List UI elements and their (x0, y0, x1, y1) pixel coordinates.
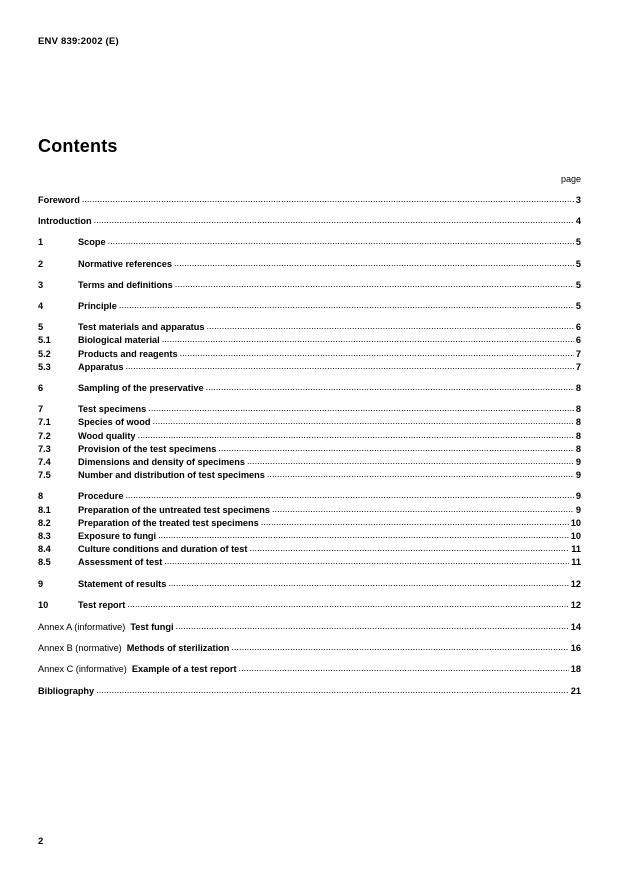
toc-leader-dots (148, 402, 574, 415)
toc-entry-label: Sampling of the preservative (78, 383, 204, 394)
toc-entry-page: 16 (570, 643, 581, 654)
toc-leader-dots (218, 442, 574, 455)
toc-entry-number: 2 (38, 258, 44, 269)
toc-entry-page: 11 (571, 544, 581, 555)
toc-entry-page: 6 (575, 335, 581, 346)
toc-entry-page: 18 (570, 664, 581, 675)
toc-entry[interactable] (38, 236, 581, 249)
toc-entry-label: Scope (78, 237, 106, 248)
toc-entry-page: 5 (575, 279, 581, 290)
toc-leader-dots (175, 278, 574, 291)
toc-entry-label: Example of a test report (131, 664, 237, 675)
toc-entry-label: Culture conditions and duration of test (78, 544, 248, 555)
toc-entry[interactable] (38, 642, 581, 655)
toc-entry-page: 5 (575, 237, 581, 248)
toc-entry-label: Provision of the test specimens (78, 443, 217, 454)
toc-entry[interactable] (38, 663, 581, 676)
toc-entry[interactable] (38, 215, 581, 228)
toc-entry-page: 11 (571, 557, 581, 568)
toc-entry-number: 8.5 (38, 557, 51, 568)
toc-leader-dots (138, 429, 574, 442)
page-title: Contents (38, 136, 118, 156)
toc-leader-dots (162, 333, 574, 346)
toc-entry-number: 5 (38, 322, 44, 333)
toc-leader-dots (158, 529, 569, 542)
toc-entry-number: 7.1 (38, 417, 51, 428)
toc-leader-dots (108, 235, 574, 248)
toc-leader-dots (94, 214, 574, 227)
toc-entry-label: Products and reagents (78, 348, 178, 359)
toc-entry-page: 8 (575, 417, 581, 428)
toc-entry-annex-prefix: Annex C (informative) (38, 664, 127, 675)
toc-entry-label: Test materials and apparatus (78, 322, 205, 333)
toc-entry-number: 8.3 (38, 531, 51, 542)
toc-entry-number: 10 (38, 599, 49, 610)
toc-entry-page: 9 (575, 504, 581, 515)
toc-entry-annex-prefix: Annex B (normative) (38, 643, 122, 654)
toc-leader-dots (164, 555, 569, 568)
toc-entry[interactable] (38, 685, 581, 698)
toc-entry-label: Test specimens (78, 404, 147, 415)
toc-entry[interactable] (38, 578, 581, 591)
toc-entry-label: Apparatus (78, 361, 124, 372)
toc-entry-number: 7 (38, 404, 44, 415)
toc-entry-annex-prefix: Annex A (informative) (38, 622, 126, 633)
toc-leader-dots (206, 381, 574, 394)
toc-entry-label: Exposure to fungi (78, 531, 157, 542)
toc-entry-number: 6 (38, 383, 44, 394)
toc-entry-number: 5.2 (38, 348, 51, 359)
toc-entry-page: 3 (575, 195, 581, 205)
toc-leader-dots (125, 360, 573, 373)
toc-entry[interactable] (38, 621, 581, 634)
toc-entry-number: 3 (38, 279, 44, 290)
toc-entry-page: 8 (575, 383, 581, 394)
toc-leader-dots (272, 503, 574, 516)
toc-entry-page: 5 (575, 258, 581, 269)
toc-entry[interactable] (38, 194, 581, 207)
toc-entry-number: 8.4 (38, 544, 51, 555)
toc-entry-page: 9 (575, 470, 581, 481)
toc-entry-page: 9 (575, 457, 581, 468)
toc-entry-page: 12 (570, 599, 581, 610)
toc-leader-dots (176, 620, 569, 633)
toc-entry[interactable] (38, 599, 581, 612)
toc-entry-number: 9 (38, 578, 44, 589)
toc-entry-label: Preparation of the untreated test specimens (78, 504, 270, 515)
toc-entry[interactable] (38, 556, 581, 569)
toc-entry-number: 7.3 (38, 443, 51, 454)
toc-entry-page: 5 (575, 301, 581, 312)
toc-entry-number: 7.4 (38, 457, 51, 468)
toc-entry[interactable] (38, 469, 581, 482)
toc-entry-page: 7 (575, 361, 581, 372)
toc-entry-number: 8 (38, 491, 44, 502)
toc-entry-label: Wood quality (78, 430, 136, 441)
toc-entry-label: Species of wood (78, 417, 151, 428)
toc-leader-dots (206, 320, 573, 333)
toc-entry-page: 12 (570, 578, 581, 589)
toc-entry-page: 8 (575, 404, 581, 415)
toc-entry-number: 7.5 (38, 470, 51, 481)
toc-leader-dots (153, 415, 574, 428)
toc-leader-dots (119, 299, 574, 312)
toc-entry-label: Procedure (78, 491, 124, 502)
toc-entry[interactable] (38, 300, 581, 313)
toc-entry-number: 4 (38, 301, 44, 312)
toc-entry-label: Terms and definitions (78, 279, 173, 290)
toc-leader-dots (82, 193, 574, 206)
toc-entry-page: 21 (570, 685, 581, 696)
toc-entry-number: 5.1 (38, 335, 51, 346)
toc-entry-label: Foreword (38, 195, 80, 205)
toc-entry-number: 8.1 (38, 504, 51, 515)
toc-entry[interactable] (38, 361, 581, 374)
toc-entry-page: 9 (575, 491, 581, 502)
toc-entry-number: 8.2 (38, 517, 51, 528)
toc-entry-page: 8 (575, 430, 581, 441)
toc-leader-dots (168, 577, 568, 590)
toc-leader-dots (180, 347, 574, 360)
toc-entry-page: 10 (570, 517, 581, 528)
toc-leader-dots (261, 516, 569, 529)
table-of-contents (38, 194, 581, 698)
toc-entry-label: Bibliography (38, 685, 95, 696)
toc-entry[interactable] (38, 258, 581, 271)
toc-entry-page: 4 (575, 216, 581, 227)
toc-entry-label: Dimensions and density of specimens (78, 457, 245, 468)
toc-leader-dots (249, 542, 569, 555)
toc-entry-label: Test report (78, 599, 126, 610)
page-column-label: page (560, 174, 581, 184)
toc-entry[interactable] (38, 279, 581, 292)
toc-entry-label: Normative references (78, 258, 172, 269)
toc-entry-number: 1 (38, 237, 44, 248)
toc-leader-dots (247, 455, 574, 468)
footer-page-number: 2 (38, 836, 44, 847)
toc-entry-page: 14 (570, 622, 581, 633)
toc-leader-dots (239, 662, 569, 675)
toc-leader-dots (267, 468, 574, 481)
toc-entry-label: Test fungi (130, 622, 174, 633)
toc-entry-page: 8 (575, 443, 581, 454)
toc-entry-label: Introduction (38, 216, 92, 227)
toc-entry-number: 7.2 (38, 430, 51, 441)
toc-entry-label: Methods of sterilization (126, 643, 230, 654)
toc-entry-number: 5.3 (38, 361, 51, 372)
toc-entry-label: Statement of results (78, 578, 167, 589)
toc-entry-label: Assessment of test (78, 557, 163, 568)
toc-leader-dots (231, 641, 568, 654)
toc-entry-label: Biological material (78, 335, 160, 346)
toc-entry-page: 6 (575, 322, 581, 333)
toc-entry[interactable] (38, 382, 581, 395)
toc-entry-page: 7 (575, 348, 581, 359)
toc-entry-page: 10 (570, 531, 581, 542)
toc-leader-dots (127, 598, 568, 611)
document-header-code: ENV 839:2002 (E) (38, 36, 119, 47)
toc-leader-dots (96, 684, 569, 697)
toc-leader-dots (125, 489, 573, 502)
toc-entry-label: Number and distribution of test specimens (78, 470, 265, 481)
toc-entry-label: Preparation of the treated test specimens (78, 517, 259, 528)
toc-entry-label: Principle (78, 301, 117, 312)
toc-leader-dots (174, 257, 574, 270)
